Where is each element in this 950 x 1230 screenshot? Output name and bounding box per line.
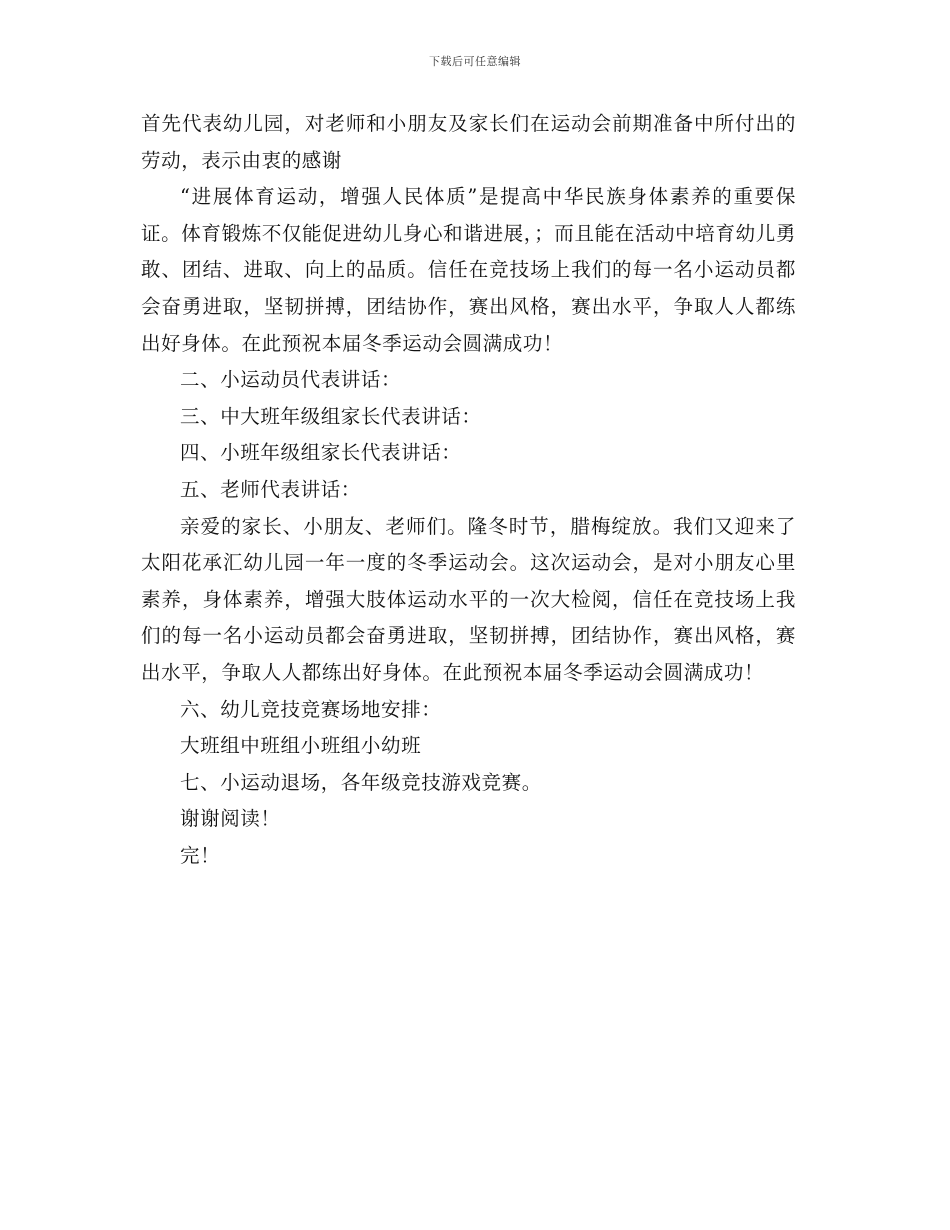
paragraph-venue-groups: 大班组中班组小班组小幼班	[180, 734, 422, 758]
section-heading-teacher-speech: 五、老师代表讲话：	[180, 477, 361, 501]
paragraph-sports-slogan: “进展体育运动，增强人民体质”是提高中华民族身体素养的重要保证。体育锻炼不仅能促进幼儿身心和谐进展，；而且能在活动中培育幼儿勇敢、团结、进取、向上的品质。信任在竞技场上我们的每一名小运动员都会奋勇进取，坚韧拼搏，团结协作，赛出风格，赛出水平，争取人人都练出好身体。在此预祝本届冬季运动会圆满成功！	[141, 185, 796, 355]
section-heading-closing: 七、小运动退场，各年级竞技游戏竞赛。	[180, 770, 542, 794]
section-heading-junior-parent-speech: 四、小班年级组家长代表讲话：	[180, 441, 462, 465]
document-body	[141, 106, 796, 874]
page-header-note: 下载后可任意编辑	[429, 55, 521, 68]
paragraph-thanks: 谢谢阅读！	[180, 807, 281, 831]
section-heading-athlete-speech: 二、小运动员代表讲话：	[180, 368, 402, 392]
paragraph-teacher-speech: 亲爱的家长、小朋友、老师们。隆冬时节，腊梅绽放。我们又迎来了太阳花承汇幼儿园一年一度的冬季运动会。这次运动会，是对小朋友心里素养，身体素养，增强大肢体运动水平的一次大检阅，信任在竞技场上我们的每一名小运动员都会奋勇进取，坚韧拼搏，团结协作，赛出风格，赛出水平，争取人人都练出好身体。在此预祝本届冬季运动会圆满成功！	[141, 514, 796, 684]
paragraph-opening: 首先代表幼儿园，对老师和小朋友及家长们在运动会前期准备中所付出的劳动，表示由衷的感谢	[141, 112, 796, 172]
paragraph-end: 完！	[180, 843, 221, 867]
section-heading-venue-arrangement: 六、幼儿竞技竞赛场地安排：	[180, 697, 442, 721]
section-heading-senior-parent-speech: 三、中大班年级组家长代表讲话：	[180, 404, 482, 428]
